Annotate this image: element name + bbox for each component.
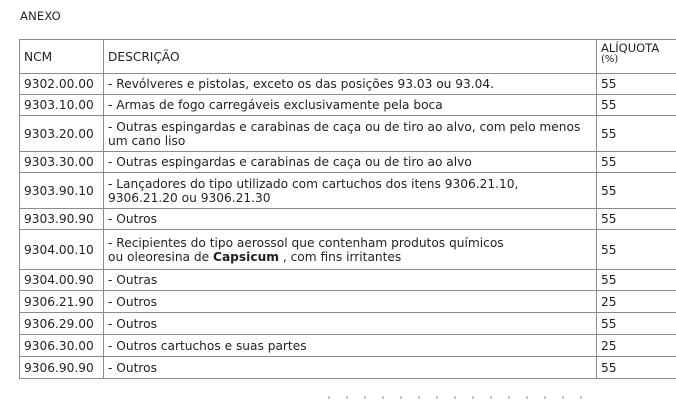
table-row	[20, 95, 676, 116]
description-cell: - Outras	[104, 270, 597, 291]
table-row	[20, 116, 676, 152]
ncm-cell: 9304.00.10	[20, 230, 104, 270]
description-cell: - Outros cartuchos e suas partes	[104, 335, 597, 357]
table-row	[20, 152, 676, 173]
ncm-cell: 9306.90.90	[20, 357, 104, 379]
ncm-cell: 9303.20.00	[20, 116, 104, 152]
ncm-cell: 9306.21.90	[20, 291, 104, 313]
table-row	[20, 230, 676, 270]
description-cell	[104, 116, 597, 152]
header-aliquota	[597, 40, 676, 74]
description-line: - Recipientes do tipo aerossol que contenham produtos químicos	[108, 235, 504, 250]
header-aliquota-unit: (%)	[601, 54, 619, 65]
table-row	[20, 270, 676, 291]
description-cell: - Outros	[104, 313, 597, 335]
table-row	[20, 291, 676, 313]
aliquota-cell: 55	[597, 95, 676, 116]
document-title: ANEXO	[20, 9, 61, 23]
table-row	[20, 74, 676, 95]
ncm-cell: 9306.30.00	[20, 335, 104, 357]
description-cell: - Outras espingardas e carabinas de caça ou de tiro ao alvo	[104, 152, 597, 173]
table-row	[20, 313, 676, 335]
description-line-suffix: , com fins irritantes	[278, 249, 402, 264]
description-line-prefix: ou oleoresina de	[108, 249, 214, 264]
aliquota-cell: 55	[597, 152, 676, 173]
aliquota-cell: 55	[597, 209, 676, 230]
ncm-cell: 9303.90.10	[20, 173, 104, 209]
table-row	[20, 357, 676, 379]
description-line: - Lançadores do tipo utilizado com cartuchos dos itens 9306.21.10,	[108, 176, 519, 191]
ncm-cell: 9303.10.00	[20, 95, 104, 116]
header-aliquota-label: ALÍQUOTA	[601, 41, 660, 55]
ncm-cell: 9306.29.00	[20, 313, 104, 335]
annex-table	[19, 39, 676, 379]
aliquota-cell: 55	[597, 74, 676, 95]
ncm-cell: 9303.30.00	[20, 152, 104, 173]
ncm-cell: 9304.00.90	[20, 270, 104, 291]
aliquota-cell: 55	[597, 116, 676, 152]
description-cell: - Revólveres e pistolas, exceto os das posições 93.03 ou 93.04.	[104, 74, 597, 95]
description-line-emphasis: Capsicum	[213, 249, 279, 264]
aliquota-cell: 55	[597, 357, 676, 379]
description-cell: - Outros	[104, 209, 597, 230]
table-header-row	[20, 40, 676, 74]
table-row	[20, 173, 676, 209]
aliquota-cell: 55	[597, 270, 676, 291]
description-cell: - Armas de fogo carregáveis exclusivamente pela boca	[104, 95, 597, 116]
table-row	[20, 209, 676, 230]
page-cut-artifact	[320, 396, 590, 399]
header-descricao: DESCRIÇÃO	[104, 40, 597, 74]
aliquota-cell: 25	[597, 335, 676, 357]
description-cell: - Outros	[104, 357, 597, 379]
description-line: 9306.21.20 ou 9306.21.30	[108, 190, 271, 205]
aliquota-cell: 55	[597, 230, 676, 270]
aliquota-cell: 55	[597, 173, 676, 209]
table-row	[20, 335, 676, 357]
description-cell	[104, 230, 597, 270]
aliquota-cell: 25	[597, 291, 676, 313]
header-ncm: NCM	[20, 40, 104, 74]
ncm-cell: 9303.90.90	[20, 209, 104, 230]
ncm-cell: 9302.00.00	[20, 74, 104, 95]
description-cell: - Outros	[104, 291, 597, 313]
description-line: - Outras espingardas e carabinas de caça ou de tiro ao alvo, com pelo menos	[108, 119, 581, 134]
aliquota-cell: 55	[597, 313, 676, 335]
description-line: um cano liso	[108, 133, 186, 148]
description-cell	[104, 173, 597, 209]
